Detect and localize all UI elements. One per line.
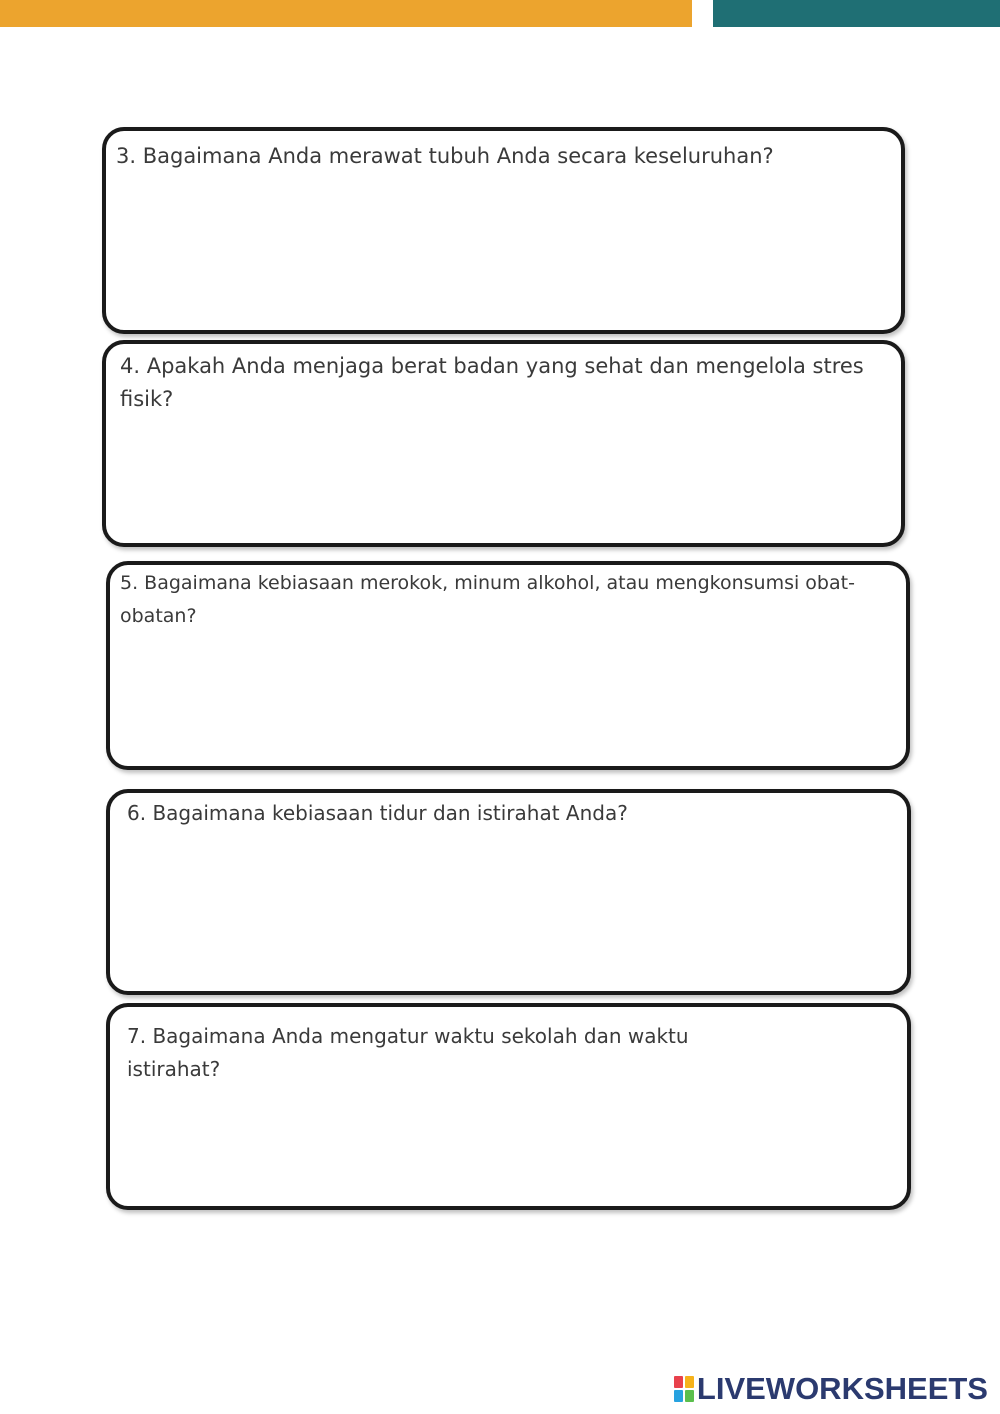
top-bar-teal [713,0,1000,27]
answer-box-question-3[interactable] [102,127,905,334]
question-7-text: 7. Bagaimana Anda mengatur waktu sekolah dan waktu istirahat? [127,1024,689,1081]
logo-block-2 [685,1376,694,1388]
question-5-text: 5. Bagaimana kebiasaan merokok, minum alkohol, atau mengkonsumsi obat-obatan? [120,572,855,627]
logo-block-1 [674,1376,683,1388]
logo-block-3 [674,1390,683,1402]
answer-box-question-7[interactable] [106,1003,911,1210]
top-bar-orange [0,0,692,27]
answer-box-question-6[interactable] [106,789,911,995]
question-4-text: 4. Apakah Anda menjaga berat badan yang sehat dan mengelola stres fisik? [120,354,864,411]
liveworksheets-logo-icon [674,1376,694,1402]
answer-box-question-5[interactable] [106,561,910,770]
liveworksheets-logo [674,1372,988,1406]
question-6-text: 6. Bagaimana kebiasaan tidur dan istirahat Anda? [127,801,628,825]
logo-block-4 [685,1390,694,1402]
brand-name: LIVEWORKSHEETS [696,1371,988,1406]
answer-box-question-4[interactable] [102,340,905,547]
question-3-text: 3. Bagaimana Anda merawat tubuh Anda secara keseluruhan? [116,144,774,168]
